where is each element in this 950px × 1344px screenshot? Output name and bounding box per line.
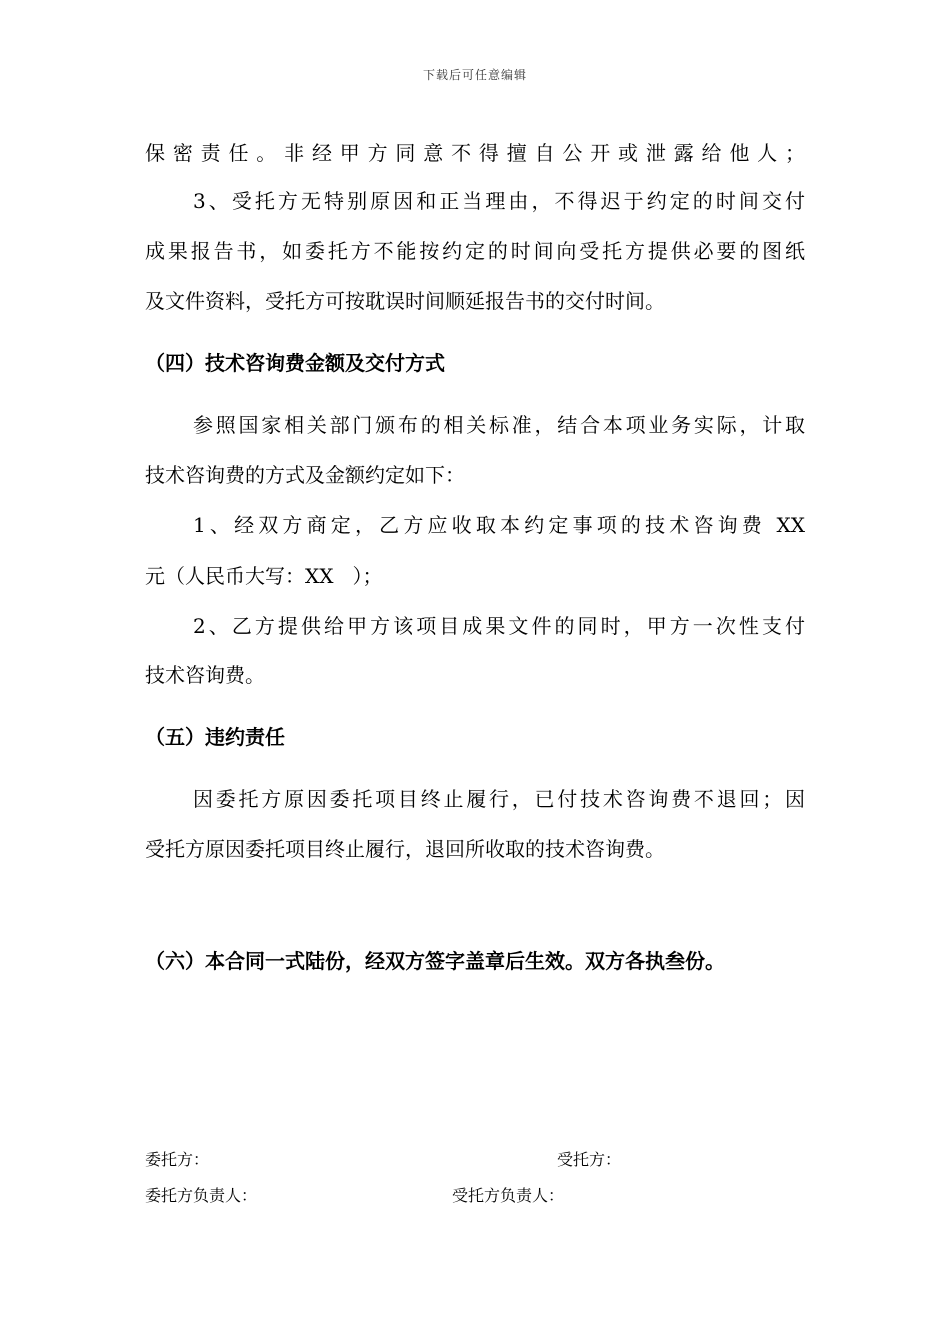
contractor-representative-label: 受托方负责人： bbox=[452, 1186, 565, 1205]
section4-item2-line2: 技术咨询费。 bbox=[145, 663, 265, 687]
clause3-item3-line2: 成果报告书，如委托方不能按约定的时间向受托方提供必要的图纸 bbox=[145, 239, 805, 263]
clause3-item3-line1: 3、受托方无特别原因和正当理由，不得迟于约定的时间交付 bbox=[193, 189, 805, 213]
section6-heading: （六）本合同一式陆份，经双方签字盖章后生效。双方各执叁份。 bbox=[145, 949, 725, 973]
contractor-signature-label: 受托方： bbox=[557, 1150, 622, 1169]
clause3-item3-line3: 及文件资料，受托方可按耽误时间顺延报告书的交付时间。 bbox=[145, 289, 665, 313]
section4-item1-line2: 元（人民币大写：XX ）； bbox=[145, 564, 383, 588]
client-representative-label: 委托方负责人： bbox=[145, 1186, 258, 1205]
section4-heading: （四）技术咨询费金额及交付方式 bbox=[145, 351, 445, 375]
section5-heading: （五）违约责任 bbox=[145, 725, 285, 749]
section4-intro-line2: 技术咨询费的方式及金额约定如下： bbox=[145, 463, 465, 487]
section5-line2: 受托方原因委托项目终止履行，退回所收取的技术咨询费。 bbox=[145, 837, 665, 861]
section4-item1-line1: 1、经双方商定，乙方应收取本约定事项的技术咨询费 XX bbox=[193, 513, 805, 537]
section4-item2-line1: 2、乙方提供给甲方该项目成果文件的同时，甲方一次性支付 bbox=[193, 614, 805, 638]
clause3-continuation-line: 保密责任。非经甲方同意不得擅自公开或泄露给他人； bbox=[145, 141, 805, 165]
client-signature-label: 委托方： bbox=[145, 1150, 210, 1169]
section4-intro-line1: 参照国家相关部门颁布的相关标准，结合本项业务实际，计取 bbox=[193, 413, 805, 437]
section5-line1: 因委托方原因委托项目终止履行，已付技术咨询费不退回；因 bbox=[193, 787, 805, 811]
page-header: 下载后可任意编辑 bbox=[422, 68, 527, 82]
